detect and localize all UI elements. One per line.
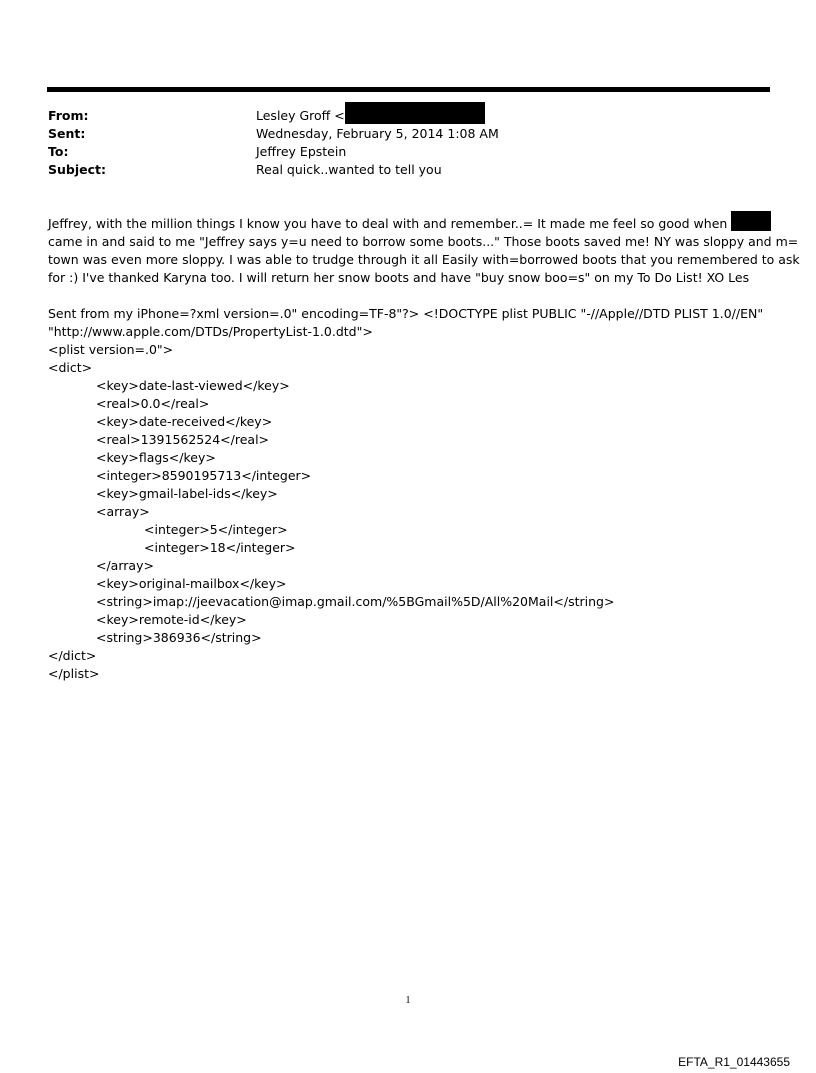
sent-value: Wednesday, February 5, 2014 1:08 AM bbox=[256, 126, 499, 141]
to-value: Jeffrey Epstein bbox=[256, 144, 347, 159]
plist-line: "http://www.apple.com/DTDs/PropertyList-1.0.dtd"> bbox=[48, 324, 373, 339]
page-number: 1 bbox=[405, 995, 411, 1006]
plist-line: <real>1391562524</real> bbox=[96, 432, 270, 447]
plist-line: <real>0.0</real> bbox=[96, 396, 210, 411]
plist-line: <string>imap://jeevacation@imap.gmail.com/%5BGmail%5D/All%20Mail</string> bbox=[96, 594, 615, 609]
plist-line: <integer>5</integer> bbox=[144, 522, 288, 537]
plist-line: <key>remote-id</key> bbox=[96, 612, 247, 627]
plist-line: <string>386936</string> bbox=[96, 630, 262, 645]
plist-line: <integer>8590195713</integer> bbox=[96, 468, 312, 483]
plist-line: <key>date-last-viewed</key> bbox=[96, 378, 290, 393]
plist-line: <key>gmail-label-ids</key> bbox=[96, 486, 278, 501]
header-rule bbox=[47, 87, 770, 92]
plist-line: Sent from my iPhone=?xml version=.0" encoding=TF-8"?> <!DOCTYPE plist PUBLIC "-//Apple//DTD PLIST 1.0//EN" bbox=[48, 306, 764, 321]
sent-label: Sent: bbox=[48, 126, 86, 141]
body-line-2: came in and said to me "Jeffrey says y=u need to borrow some boots..." Those boots saved me! NY was sloppy and m= bbox=[48, 234, 799, 249]
redaction-box bbox=[731, 211, 771, 231]
plist-line: </array> bbox=[96, 558, 154, 573]
body-text: Jeffrey, with the million things I know you have to deal with and remember..= It made me feel so good when bbox=[48, 216, 728, 231]
plist-line: <key>flags</key> bbox=[96, 450, 216, 465]
body-line-4: for :) I've thanked Karyna too. I will return her snow boots and have "buy snow boo=s" on my To Do List! XO Les bbox=[48, 270, 750, 285]
from-name: Lesley Groff < bbox=[256, 108, 345, 123]
plist-line: </dict> bbox=[48, 648, 97, 663]
document-id: EFTA_R1_01443655 bbox=[678, 1055, 790, 1069]
plist-line: <array> bbox=[96, 504, 150, 519]
body-line-1 bbox=[48, 215, 771, 233]
subject-value: Real quick..wanted to tell you bbox=[256, 162, 442, 177]
redaction-box bbox=[345, 102, 485, 124]
plist-line: <key>original-mailbox</key> bbox=[96, 576, 287, 591]
plist-line: <plist version=.0"> bbox=[48, 342, 174, 357]
subject-label: Subject: bbox=[48, 162, 106, 177]
from-label: From: bbox=[48, 108, 89, 123]
plist-line: <integer>18</integer> bbox=[144, 540, 296, 555]
plist-line: <key>date-received</key> bbox=[96, 414, 273, 429]
plist-line: </plist> bbox=[48, 666, 100, 681]
plist-line: <dict> bbox=[48, 360, 93, 375]
to-label: To: bbox=[48, 144, 69, 159]
from-value bbox=[256, 107, 485, 125]
body-line-3: town was even more sloppy. I was able to trudge through it all Easily with=borrowed boots that you remembered to ask bbox=[48, 252, 800, 267]
